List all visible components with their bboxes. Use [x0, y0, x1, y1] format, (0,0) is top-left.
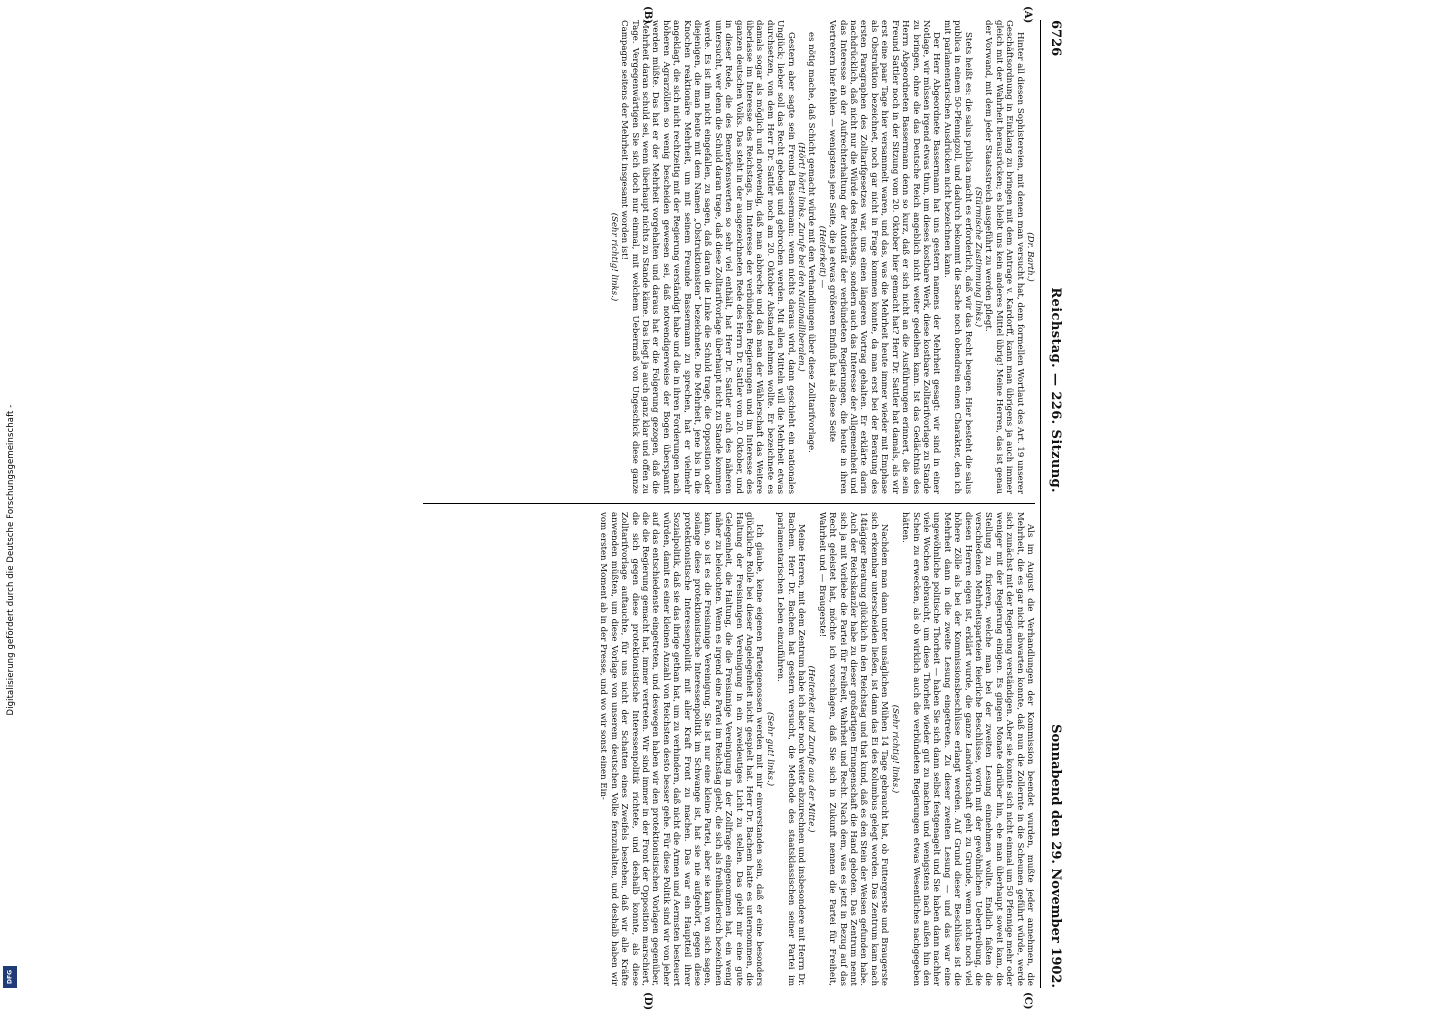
margin-letter-a: (A) — [1022, 6, 1033, 24]
dfg-logo — [1, 962, 19, 992]
interjection: (Heiterkeit) — — [816, 225, 827, 289]
speaker-label: (Dr. Barth.) — [1025, 232, 1035, 282]
paragraph: Der Herr Abgeordnete Bassermann hat uns gestern namens der Mehrheit gesagt: wir sind in einer Notlage, wir müssen irgend etwas thun, um dieses kostbare Werk, diese kostbare Zolltarifvorlage zu Stande zu bringen, ohne die das Deutsche Reich angeblich nicht weiter gedeihen kann. Ist das Gedächtnis des Herrn Abgeordneten Bassermann denn so kurz, daß er sich nicht an die Ausführungen erinnert, die sein Freund Sattler noch in der Sitzung vom 20. Oktober hier gemacht hat? Herr Dr. Sattler hat damals, als wir erst eine paar Tage hier versammelt waren, und das, was die Mehrheit heute immer wieder mit Emphase als Obstruktion bezeichnet, noch gar nicht in Frage kommen konnte, da man erst bei der Beratung des ersten Paragraphen des Zolltarifgesetzes war, uns einen längeren Vortrag gehalten. Er erklärte darin nachdrücklich, daß nicht nur die Würde des Reichstags, sondern auch das Interesse der Allgemeinheit und das Interesse an der Aufrechterhaltung der Autorität der verbündeten Regierungen, die heute in ihren Vertretern hier fehlen — wenigstens jene Seite, die ja etwas größeren Einfluß hat als diese Seite — [827, 20, 942, 494]
margin-letter-b: (B) — [642, 6, 653, 24]
paragraph: Stets heißt es: die salus publica macht es erforderlich, daß wir das Recht beugen. Hier besteht die salus publica in einem 50-Pfennigzoll, und dadurch bekommt die Sache noch obendrein einen Charakter, den ich mit parlamentarischen Ausdrücken nicht bezeichnen kann. — [941, 20, 973, 494]
page-date: Sonnabend den 29. November 1902. — [1048, 724, 1063, 988]
paragraph: Nachdem man dann unter unsäglichen Mühen 14 Tage gebraucht hat, ob Futtergerste und Braugerste sich erkennbar unterscheiden ließen, ist dann das Ei des Kolumbus gelegt worden. Das Zentrum kam nach 14tägiger Beratung glücklich in den Reichstag und that kund, daß es den Stein der Weisen gefunden habe. Auch der Reichskanzler habe zu dieser großartigen Erungenschaft die Hand geboten. Das Zentrum nennt sich ja mit Vorliebe die Partei für Freiheit, Wahrheit und Recht. Nach dem, was es jetzt in Bezug auf das Recht geleistet hat, möchte ich vorschlagen, daß Sie sich in Zukunft nennen die Partei für Freiheit, Wahrheit und — Braugerste! — [816, 512, 890, 986]
interjection: (Sehr richtig! links.) — [608, 212, 619, 302]
newspaper-page — [417, 6, 1063, 1010]
dfg-logo-mark: DFG — [3, 966, 17, 988]
page-header — [1041, 20, 1063, 988]
paragraph: Meine Herren, mit dem Zentrum habe ich aber noch weiter abzurechnen und insbesondere mit Herrn Dr. Bachem. Herr Dr. Bachem hat gestern versucht, die Methode des staatsklassischen seiner Partei im parlamentarischen Leben einzuführen. — [775, 512, 807, 986]
paragraph: Als im August die Verhandlungen der Kommission beendet wurden, mußte jeder annehmen, die Mehrheit, die es gar nicht abwarten konnte, daß nun die Zollernte in die Scheunen geführt würde, werde sich zunächst mit der Regierung verständigen. Aber sie konnte sich nicht einmal um 50 Pfennige mehr oder weniger mit der Regierung einigen. Es gingen Monate darüber hin, ehe man überhaupt soweit kam, die Stellung zu fixieren, welche man bei der zweiten Lesung einnehmen wollte. Endlich faßten die verschiedenen Mehrheitsparteien feierliche Beschlüsse, worin mit der gewöhnlichen Uebertreibung, die diesen Herren eigen ist, erklärt wurde, die ganze Landwirtschaft geht zu Grunde, wenn nicht noch viel höhere Zölle als bei der Kommissionsbeschlüsse erlangt werden. Auf Grund dieser Beschlüsse ist die Mehrheit dann in die zweite Lesung eingetreten. Zu dieser zweiten Lesung — und das war eine ungewöhnliche politische Thorheit — haben Sie sich dann selbst festgenagelt und Sie haben dann nachher viele Wochen gebraucht, um diese Thorheit wieder gut zu machen und wenigstens nach außen hin den Schein zu erwecken, als ob wirklich auch die verbündeten Regierungen etwas Wesentliches nachgegeben hätten. — [900, 512, 1035, 986]
digitization-credit-text: Digitalisierung gefördert durch die Deutsche Forschungsgemeinschaft - — [6, 404, 16, 716]
interjection: (Sehr richtig! links.) — [889, 704, 900, 794]
interjection: (Stürmische Zustimmung links.) — [972, 186, 983, 328]
column-divider — [423, 503, 1035, 504]
left-column — [423, 20, 1035, 494]
margin-letter-c: (C) — [1022, 992, 1033, 1010]
paragraph: Ich glaube, keine eigenen Parteigenossen werden mit mir einverstanden sein, daß er eine besonders glückliche Rolle bei dieser Angelegenheit nicht gespielt hat. Herr Dr. Bachem hatte es unternommen, die Haltung der Freisinnigen Vereinigung in ein zweideutiges Licht zu stellen. Das giebt mir eine gute Gelegenheit, die Haltung, die die Freisinnige Vereinigung in der Zollfrage eingenommen hat, ein wenig näher zu beleuchten. Wenn es irgend eine Partei im Reichstag giebt, die sich als freihändlerisch bezeichnen kann, so ist es die Freisinnige Vereinigung. Sie ist nur eine kleine Partei, aber sie kann von sich sagen, solange diese protektionistische Interessenpolitik im Schwange ist, hat sie nie aufgehört, gegen diese protektionistische Interessenpolitik mit aller Kraft Front zu machen. Das war ein Hauptteil ihrer Sozialpolitik, daß sie das ihrige gethan hat, um zu verhindern, daß nicht die Armen und Aermsten besteuert würden, damit es einer kleinen Anzahl von Reichsten desto besser gehe. Für diese Politik sind wir von jeher auf das entschiedenste eingetreten, und deswegen haben wir den protektionistischen Vorlagen gegenüber, die die Regierung gemacht hat, immer vertreten. Wir sind immer in der Front der Opposition marschiert, die sich gegen diese protektionistische Interessenpolitik richtete, und deshalb konnte, als diese Zolltarifvorlage auftauchte, für uns nicht der Schatten eines Zweifels bestehen, daß wir alle Kräfte anwenden müßten, um diese Vorlage von unserem deutschen Volke fernzuhalten, und deshalb haben wir vom ersten Moment ab in der Presse, und wo wir sonst einen Ein- — [598, 512, 765, 986]
header-rule — [1040, 20, 1041, 988]
right-column — [423, 512, 1035, 986]
page-title: Reichstag. — 226. Sitzung. — [1048, 287, 1063, 493]
interjection: (Heiterkeit und Zurufe aus der Mitte.) — [806, 665, 817, 833]
margin-letter-d: (D) — [642, 992, 653, 1010]
paragraph: Hinter all diesen Sophistereien, mit denen man versucht hat, dem formellen Wortlaut des Art. 19 unserer Geschäftsordnung in Einklang zu bringen mit dem Antrage v. Kardorff, kann man übrigens ja auch immer gleich mit der Wahrheit herausrücken; es bleibt uns kein anderes Mittel übrig! Meine Herren, das ist genau der Vorwand, mit dem jeder Staatsstreich ausgeführt zu werden pflegt. — [983, 20, 1025, 494]
page-number: 6726 — [1048, 20, 1063, 57]
interjection: (Hört! hört! links. Zurufe bei den Nationalliberalen.) — [796, 142, 807, 372]
digitization-credit-strip — [0, 0, 22, 1000]
paragraph: es nötig mache, daß Schicht gemacht würde mit den Verhandlungen über diese Zolltarifvorlage. — [806, 32, 817, 453]
scanned-page-area — [60, 6, 1420, 1010]
interjection: (Sehr gut! links.) — [764, 711, 775, 787]
paragraph: Gestern aber sagte sein Freund Bassermann: wenn nichts daraus wird, dann geschieht ein nationales Unglück; lieber soll das Recht gebeugt und gebrochen werden. Mit allen Mitteln will die Mehrheit etwas durchsetzen, von dem Herr Dr. Sattler noch am 20. Oktober Abstand nehmen wollte. Er bezeichnete es damals sogar als möglich und notwendig, daß man abbreche und daß man der Wählerschaft das Weitere überlasse im Interesse des Reichstags, im Interesse der verbündeten Regierungen und im Interesse des ganzen deutschen Volks. Das steht in der ausgezeichneten Rede des Herrn Dr. Sattler vom 20. Oktober, und in dieser Rede, die des Bemerkenswerten so sehr viel enthält, hat Herr Dr. Sattler auch des näheren untersucht, wer denn die Schuld daran trage, daß diese Zolltarifvorlage überhaupt nicht zu Stande kommen werde. Es ist ihm nicht eingefallen, zu sagen, daß daran die Linke die Schuld trage, die Opposition oder diejenigen, die man heute mit dem Namen „Obstruktionisten“ bezeichnete. Die Mehrheit, jene bis in die Knochen reaktionäre Mehrheit, um mit seinem Freunde Bassermann zu sprechen, hat er vielmehr angeklagt, die sich nicht rechtzeitig mit der Regierung verständigt habe und die in ihren Forderungen nach höheren Agrarzöllen so wenig bescheiden gewesen sei, daß notwendigerweise der Bogen überspannt werden müßte. Das hat er der Mehrheit vorgehalten und daraus hat er die Folgerung gezogen, daß die Mehrheit daran schuld sei, wenn überhaupt nichts zu Stande käme. Das liegt ja auch ganz klar und offen zu Tage. Vergegenwärtigen Sie sich doch nur einmal, mit welchem Uebermaß von Ungeschick diese ganze Campagne seitens der Mehrheit insgesamt worden ist! — [619, 20, 796, 494]
